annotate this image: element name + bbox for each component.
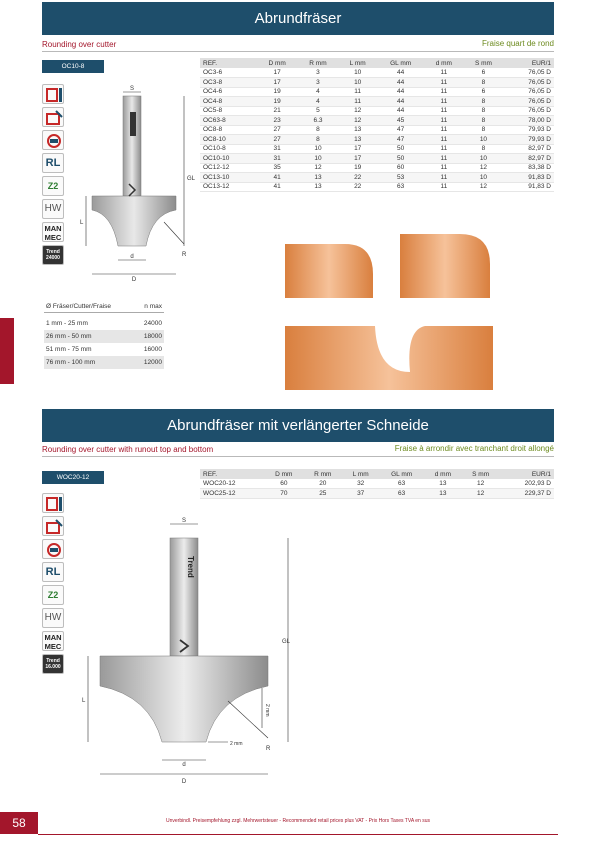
table-cell: 6 bbox=[463, 87, 503, 97]
dim-GL-label: GL bbox=[282, 639, 291, 645]
section1-spec-table bbox=[200, 58, 554, 192]
dim-R-label: R bbox=[266, 746, 271, 752]
footer-price-note: Unverbindl. Preisempfehlung zzgl. Mehrwertsteuer - Recommended retail prices plus VAT - Prix Hors Taxes TVA en sus bbox=[166, 818, 430, 824]
table-cell: 78,00 D bbox=[504, 116, 554, 126]
table-cell: 229,37 D bbox=[500, 489, 554, 499]
table-cell: 91,83 D bbox=[504, 173, 554, 183]
table-cell: 11 bbox=[424, 173, 463, 183]
rpm-range: 51 mm - 75 mm bbox=[46, 346, 92, 353]
rpm-header-nmax: n max bbox=[144, 303, 162, 310]
table-cell: 8 bbox=[463, 125, 503, 135]
table-cell: OC8-10 bbox=[200, 135, 257, 145]
table-cell: 202,93 D bbox=[500, 479, 554, 489]
table-cell: 22 bbox=[338, 182, 377, 192]
section2-title: Abrundfräser mit verlängerter Schneide bbox=[42, 409, 554, 442]
table-cell: OC10-10 bbox=[200, 154, 257, 164]
table-cell: 83,38 D bbox=[504, 163, 554, 173]
section2-spec-table bbox=[200, 469, 554, 499]
rpm-header bbox=[44, 300, 164, 313]
table-cell: 12 bbox=[338, 106, 377, 116]
table-cell: 76,05 D bbox=[504, 68, 554, 78]
section2-divider bbox=[42, 456, 554, 457]
dim-S-label: S bbox=[181, 518, 187, 524]
table-cell: 32 bbox=[342, 479, 379, 489]
table-cell: 3 bbox=[298, 78, 339, 88]
section1-cutter-diagram bbox=[80, 84, 200, 284]
table-cell: 10 bbox=[463, 154, 503, 164]
profile-icon bbox=[42, 107, 64, 127]
table-cell: 47 bbox=[377, 125, 424, 135]
table-cell: 12 bbox=[298, 163, 339, 173]
rpm-range: 76 mm - 100 mm bbox=[46, 359, 96, 366]
man-mec-icon: MAN MEC bbox=[42, 631, 64, 651]
table-cell: 4 bbox=[298, 87, 339, 97]
table-row bbox=[200, 479, 554, 489]
table-cell: 10 bbox=[298, 144, 339, 154]
dim-R-label: R bbox=[182, 252, 187, 258]
table-cell: OC3-8 bbox=[200, 78, 257, 88]
table-cell: OC63-8 bbox=[200, 116, 257, 126]
table-cell: 12 bbox=[463, 163, 503, 173]
table-cell: 3 bbox=[298, 68, 339, 78]
table-cell: 21 bbox=[257, 106, 298, 116]
dim-D-label: D bbox=[181, 779, 187, 785]
rpm-table bbox=[44, 300, 164, 369]
table-cell: 12 bbox=[461, 489, 499, 499]
bearing-icon bbox=[42, 539, 64, 559]
rpm-value: 18000 bbox=[143, 333, 162, 340]
table-cell: 12 bbox=[463, 182, 503, 192]
table-row bbox=[200, 87, 554, 97]
section-tab-marker bbox=[0, 318, 14, 384]
col-d: d mm bbox=[424, 58, 463, 68]
table-cell: 22 bbox=[338, 173, 377, 183]
table-cell: 82,97 D bbox=[504, 154, 554, 164]
table-row bbox=[200, 154, 554, 164]
table-cell: 50 bbox=[377, 154, 424, 164]
rpm-value: 24000 bbox=[143, 320, 162, 327]
col-R: R mm bbox=[303, 469, 342, 479]
table-cell: OC3-6 bbox=[200, 68, 257, 78]
section2-code-badge: WOC20-12 bbox=[42, 471, 104, 484]
table-cell: 70 bbox=[264, 489, 303, 499]
table-cell: 60 bbox=[377, 163, 424, 173]
rpm-range: 26 mm - 50 mm bbox=[46, 333, 92, 340]
table-cell: 76,05 D bbox=[504, 87, 554, 97]
dim-L-label: L bbox=[80, 220, 84, 226]
section1-wood-profiles bbox=[285, 234, 495, 390]
table-cell: 79,93 D bbox=[504, 135, 554, 145]
table-cell: WOC25-12 bbox=[200, 489, 264, 499]
dim-D-label: D bbox=[131, 277, 137, 283]
table-cell: 44 bbox=[377, 78, 424, 88]
col-GL: GL mm bbox=[379, 469, 424, 479]
table-row bbox=[200, 182, 554, 192]
col-price: EUR/1 bbox=[500, 469, 554, 479]
table-row bbox=[200, 163, 554, 173]
col-D: D mm bbox=[257, 58, 298, 68]
table-cell: 11 bbox=[424, 135, 463, 145]
table-row bbox=[200, 144, 554, 154]
table-cell: 79,93 D bbox=[504, 125, 554, 135]
dim-L-label: L bbox=[82, 698, 86, 704]
table-cell: 76,05 D bbox=[504, 106, 554, 116]
rpm-value: 16000 bbox=[143, 346, 162, 353]
table-cell: OC13-10 bbox=[200, 173, 257, 183]
table-row bbox=[200, 97, 554, 107]
section2-subtitle-fr: Fraise à arrondir avec tranchant droit allongé bbox=[394, 444, 554, 453]
table-cell: 10 bbox=[463, 135, 503, 145]
table-cell: 11 bbox=[338, 87, 377, 97]
col-S: S mm bbox=[461, 469, 499, 479]
table-row bbox=[200, 489, 554, 499]
hw-icon: HW bbox=[42, 199, 64, 219]
table-cell: 6 bbox=[463, 68, 503, 78]
table-cell: 13 bbox=[338, 125, 377, 135]
rpm-range: 1 mm - 25 mm bbox=[46, 320, 88, 327]
rpm-row bbox=[44, 317, 164, 330]
table-cell: 17 bbox=[338, 154, 377, 164]
table-cell: 4 bbox=[298, 97, 339, 107]
table-cell: 25 bbox=[303, 489, 342, 499]
rpm-row bbox=[44, 330, 164, 343]
table-row bbox=[200, 106, 554, 116]
table-cell: 82,97 D bbox=[504, 144, 554, 154]
col-L: L mm bbox=[338, 58, 377, 68]
rpm-header-diameter: Ø Fräser/Cutter/Fraise bbox=[46, 303, 112, 310]
table-cell: 41 bbox=[257, 173, 298, 183]
table-cell: 31 bbox=[257, 154, 298, 164]
man-mec-icon: MAN MEC bbox=[42, 222, 64, 242]
page-number: 58 bbox=[0, 812, 38, 834]
table-cell: 8 bbox=[463, 78, 503, 88]
table-cell: 44 bbox=[377, 87, 424, 97]
rpm-row bbox=[44, 356, 164, 369]
dim-S-label: S bbox=[129, 86, 135, 92]
table-cell: 11 bbox=[424, 116, 463, 126]
section2-subtitle-en: Rounding over cutter with runout top and bottom bbox=[42, 445, 214, 454]
table-row bbox=[200, 135, 554, 145]
shank-icon bbox=[42, 493, 64, 513]
table-cell: 37 bbox=[342, 489, 379, 499]
table-cell: 11 bbox=[424, 154, 463, 164]
table-cell: 10 bbox=[338, 78, 377, 88]
table-cell: 11 bbox=[424, 87, 463, 97]
table-cell: 44 bbox=[377, 68, 424, 78]
table-cell: 35 bbox=[257, 163, 298, 173]
table-cell: 11 bbox=[424, 144, 463, 154]
table-cell: OC13-12 bbox=[200, 182, 257, 192]
col-d: d mm bbox=[424, 469, 461, 479]
hw-icon: HW bbox=[42, 608, 64, 628]
table-cell: 8 bbox=[463, 106, 503, 116]
table-cell: 63 bbox=[379, 489, 424, 499]
table-cell: 76,05 D bbox=[504, 78, 554, 88]
table-cell: 41 bbox=[257, 182, 298, 192]
rpm-row bbox=[44, 343, 164, 356]
dim-d-label: d bbox=[130, 254, 134, 260]
table-cell: 63 bbox=[379, 479, 424, 489]
table-cell: 27 bbox=[257, 125, 298, 135]
table-header-row bbox=[200, 58, 554, 68]
section1-code-badge: OC10-8 bbox=[42, 60, 104, 73]
table-cell: 11 bbox=[338, 97, 377, 107]
table-cell: 44 bbox=[377, 106, 424, 116]
table-cell: 11 bbox=[424, 78, 463, 88]
table-cell: 45 bbox=[377, 116, 424, 126]
table-cell: WOC20-12 bbox=[200, 479, 264, 489]
table-cell: OC12-12 bbox=[200, 163, 257, 173]
table-cell: 17 bbox=[257, 68, 298, 78]
table-cell: OC8-8 bbox=[200, 125, 257, 135]
table-cell: 10 bbox=[338, 68, 377, 78]
col-GL: GL mm bbox=[377, 58, 424, 68]
table-row bbox=[200, 68, 554, 78]
table-cell: 20 bbox=[303, 479, 342, 489]
table-cell: 8 bbox=[463, 97, 503, 107]
dim-d-label: d bbox=[182, 762, 186, 768]
table-cell: 8 bbox=[463, 144, 503, 154]
section1-subtitle-fr: Fraise quart de rond bbox=[481, 39, 554, 48]
rl-icon: RL bbox=[42, 153, 64, 173]
brand-label: Trend bbox=[186, 556, 195, 578]
table-cell: 17 bbox=[257, 78, 298, 88]
rpm-value: 12000 bbox=[143, 359, 162, 366]
z2-icon: Z2 bbox=[42, 585, 64, 605]
table-cell: 23 bbox=[257, 116, 298, 126]
table-cell: 47 bbox=[377, 135, 424, 145]
table-cell: OC4-6 bbox=[200, 87, 257, 97]
z2-icon: Z2 bbox=[42, 176, 64, 196]
table-cell: 13 bbox=[298, 182, 339, 192]
col-L: L mm bbox=[342, 469, 379, 479]
dim-2mm-horizontal-label: 2 mm bbox=[230, 741, 243, 747]
speed-icon: Trend 24000 bbox=[42, 245, 64, 265]
shank-icon bbox=[42, 84, 64, 104]
table-cell: 5 bbox=[298, 106, 339, 116]
table-cell: 12 bbox=[338, 116, 377, 126]
section1-title: Abrundfräser bbox=[42, 2, 554, 35]
table-cell: 12 bbox=[461, 479, 499, 489]
footer-divider bbox=[38, 834, 558, 835]
table-cell: 13 bbox=[338, 135, 377, 145]
section2-icon-column bbox=[42, 493, 66, 677]
table-cell: 13 bbox=[424, 489, 461, 499]
table-cell: 76,05 D bbox=[504, 97, 554, 107]
table-cell: 53 bbox=[377, 173, 424, 183]
col-R: R mm bbox=[298, 58, 339, 68]
table-row bbox=[200, 173, 554, 183]
col-S: S mm bbox=[463, 58, 503, 68]
col-price: EUR/1 bbox=[504, 58, 554, 68]
table-cell: 10 bbox=[463, 173, 503, 183]
dim-2mm-vertical-label: 2 mm bbox=[264, 704, 270, 717]
table-header-row bbox=[200, 469, 554, 479]
table-cell: 8 bbox=[298, 135, 339, 145]
table-cell: 11 bbox=[424, 163, 463, 173]
table-cell: 11 bbox=[424, 97, 463, 107]
bearing-icon bbox=[42, 130, 64, 150]
col-D: D mm bbox=[264, 469, 303, 479]
table-cell: 17 bbox=[338, 144, 377, 154]
table-cell: 50 bbox=[377, 144, 424, 154]
table-cell: OC10-8 bbox=[200, 144, 257, 154]
table-row bbox=[200, 116, 554, 126]
table-cell: 8 bbox=[298, 125, 339, 135]
section2-cutter-diagram bbox=[78, 516, 298, 786]
table-cell: 31 bbox=[257, 144, 298, 154]
section1-icon-column bbox=[42, 84, 66, 268]
col-ref: REF. bbox=[200, 469, 264, 479]
rl-icon: RL bbox=[42, 562, 64, 582]
table-cell: OC5-8 bbox=[200, 106, 257, 116]
table-cell: 11 bbox=[424, 68, 463, 78]
table-cell: 44 bbox=[377, 97, 424, 107]
dim-GL-label: GL bbox=[187, 176, 196, 182]
table-cell: 91,83 D bbox=[504, 182, 554, 192]
section1-divider bbox=[42, 51, 554, 52]
table-cell: 13 bbox=[424, 479, 461, 489]
table-row bbox=[200, 78, 554, 88]
table-cell: 19 bbox=[338, 163, 377, 173]
table-cell: 11 bbox=[424, 125, 463, 135]
table-cell: 13 bbox=[298, 173, 339, 183]
table-cell: 63 bbox=[377, 182, 424, 192]
profile-icon bbox=[42, 516, 64, 536]
table-cell: 11 bbox=[424, 182, 463, 192]
table-cell: 8 bbox=[463, 116, 503, 126]
section1-subtitle-en: Rounding over cutter bbox=[42, 40, 117, 49]
table-cell: 10 bbox=[298, 154, 339, 164]
table-cell: 19 bbox=[257, 97, 298, 107]
table-cell: 60 bbox=[264, 479, 303, 489]
table-cell: 11 bbox=[424, 106, 463, 116]
table-cell: 6.3 bbox=[298, 116, 339, 126]
table-cell: OC4-8 bbox=[200, 97, 257, 107]
table-row bbox=[200, 125, 554, 135]
table-cell: 27 bbox=[257, 135, 298, 145]
speed-icon: Trend 16.000 bbox=[42, 654, 64, 674]
col-ref: REF. bbox=[200, 58, 257, 68]
table-cell: 19 bbox=[257, 87, 298, 97]
